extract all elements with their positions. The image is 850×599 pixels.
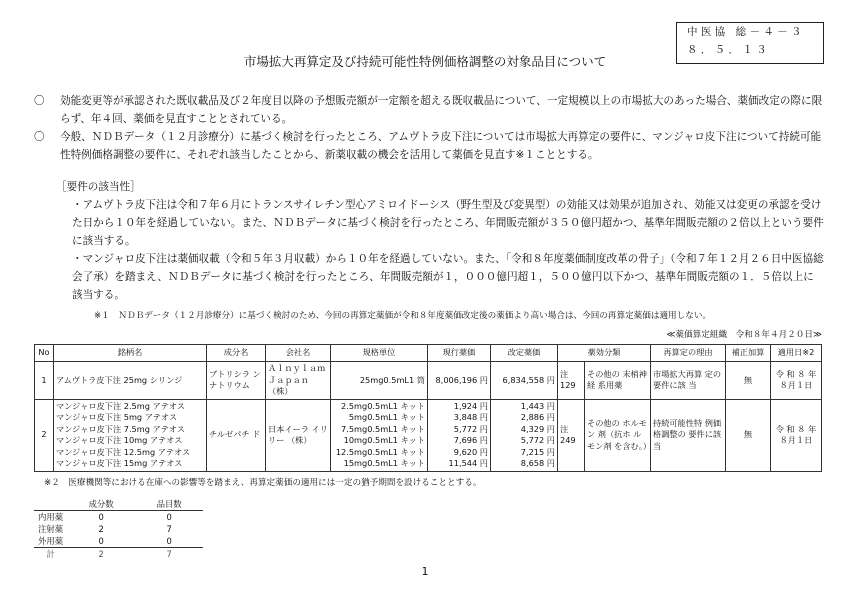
count-row [34,535,203,548]
count-header-items: 品目数 [156,499,182,509]
count-total-label: 計 [46,549,55,559]
col-ingredient: 成分名 [207,345,266,362]
count-row [34,511,203,524]
unit: 5mg0.5mL1 キット [348,412,425,422]
unit: 12.5mg0.5mL1 キット [335,446,425,457]
requirement-item-1: ・アムヴトラ皮下注は令和７年６月にトランスサイレチン型心アミロイドーシス（野生型及び変異型）の効能又は効果が追加され、効能又は変更の承認を受けた日から１０年を経過していない。また、ＮＤＢデータに基づく検討を行ったところ、年間販売額が３５０億円超かつ、基準年間販売額の２倍以上という要件に該当する。 [72,199,824,247]
col-company: 会社名 [266,345,331,362]
col-unit: 規格単位 [331,345,428,362]
drug-name: アムヴトラ皮下注 25mg シリンジ [54,362,207,400]
apply-date: 令 和 ８ 年 ８月１日 [771,362,822,400]
reason: 持続可能性特 例価格調整の 要件に該当 [651,399,726,471]
unit: 25mg0.5mL1 筒 [331,362,428,400]
page-number: 1 [421,565,429,578]
units [331,399,428,471]
row-no: 1 [35,362,54,400]
page-title: 市場拡大再算定及び持続可能性特例価格調整の対象品目について [243,54,607,69]
drug-price-table [34,344,822,472]
ingredient: ブトリシラ ンナトリウム [207,362,266,400]
revised-price: 7,215 円 [520,446,555,457]
table-row [35,399,822,471]
count-header-ingredients: 成分数 [88,499,114,509]
class-number: 注 249 [558,399,585,471]
count-value: 0 [67,535,135,548]
addition: 無 [726,362,771,400]
apply-date: 令 和 ８ 年 ８月１日 [771,399,822,471]
class-name: その他の ホルモン 剤（抗ホ ルモン剤 を含む。） [585,399,651,471]
drug-name: マンジャロ皮下注 15mg アテオス [56,458,183,468]
count-summary-table [34,498,203,560]
requirement-item-2: ・マンジャロ皮下注は薬価収載（令和５年３月収載）から１０年を経過していない。また、「令和８年度薬価制度改革の骨子」（令和７年１２月２６日中医協総会了承）を踏まえ、ＮＤＢデータに基づく検討を行ったところ、年間販売額が１，０００億円超１，５００億円以下かつ、基準年間販売額の１．５倍以上に該当する。 [72,253,824,301]
current-price: 5,772 円 [453,423,488,434]
count-label: 内用薬 [34,511,67,524]
doc-id-line2: ８ ． ５ ． １ ３ [687,44,767,56]
count-row [34,523,203,535]
drug-name: マンジャロ皮下注 12.5mg アテオス [56,446,191,457]
bullet-mark: 〇 [34,131,45,143]
row-no: 2 [35,399,54,471]
current-price: 11,544 円 [448,458,488,468]
unit: 2.5mg0.5mL1 キット [341,400,425,411]
requirements-heading: ［要件の該当性］ [56,181,141,193]
footnote-1: ※１ ＮＤＢデータ（１２月診療分）に基づく検討のため、今回の再算定薬価が令和８年度薬価改定後の薬価より高い場合は、今回の再算定薬価は適用しない。 [94,311,712,321]
count-value: 7 [166,524,172,534]
unit: 7.5mg0.5mL1 キット [341,423,425,434]
bullet-1 [34,92,824,128]
current-price: 8,006,196 円 [428,362,491,400]
drug-name: マンジャロ皮下注 7.5mg アテオス [56,423,186,434]
footnote-2: ※２ 医療機関等における在庫への影響等を踏まえ、再算定薬価の適用には一定の猶予期間を設けることとする。 [44,478,482,488]
doc-id-line1: 中 医 協 総 － ４ － ３ [687,26,802,38]
table-caption: ≪薬価算定組織 令和８年４月２０日≫ [666,330,822,340]
table-row [35,362,822,400]
col-revised: 改定薬価 [491,345,558,362]
current-price: 3,848 円 [453,412,488,422]
revised-prices [491,399,558,471]
drug-names [54,399,207,471]
addition: 無 [726,399,771,471]
drug-name: マンジャロ皮下注 10mg アテオス [56,435,183,445]
revised-price: 4,329 円 [520,423,555,434]
count-total-value: 2 [98,549,104,559]
class-name: その他の 末梢神経 系用薬 [585,362,651,400]
company: Ａｌｎｙｌａｍ Ｊａｐａｎ（株） [266,362,331,400]
unit: 15mg0.5mL1 キット [343,458,425,468]
bullet-mark: 〇 [34,95,45,107]
count-value: 0 [135,535,203,548]
current-prices [428,399,491,471]
current-price: 7,696 円 [453,435,488,445]
drug-name: マンジャロ皮下注 2.5mg アテオス [56,400,186,411]
current-price: 9,620 円 [453,446,488,457]
bullet-2 [34,128,824,164]
bullet-text: 今般、ＮＤＢデータ（１２月診療分）に基づく検討を行ったところ、アムヴトラ皮下注については市場拡大再算定の要件に、マンジャロ皮下注について持続可能性特例価格調整の要件に、それぞれ該当したことから、新薬収載の機会を活用して薬価を見直す※１こととする。 [60,131,822,161]
revised-price: 5,772 円 [520,435,555,445]
count-value: 0 [135,511,203,524]
reason: 市場拡大再算 定の要件に該 当 [651,362,726,400]
drug-name: マンジャロ皮下注 5mg アテオス [56,412,178,422]
col-no: No [35,345,54,362]
revised-price: 1,443 円 [520,400,555,411]
company: 日本イーラ イリリー （株） [266,399,331,471]
unit: 10mg0.5mL1 キット [343,435,425,445]
bullet-text: 効能変更等が承認された既収載品及び２年度目以降の予想販売額が一定額を超える既収載品について、一定規模以上の市場拡大のあった場合、薬価改定の際に限らず、年４回、薬価を見直すこととされている。 [60,95,823,125]
col-reason: 再算定の理由 [651,345,726,362]
count-total-value: 7 [166,549,172,559]
count-label: 注射薬 [38,524,64,534]
count-header-row [34,498,203,511]
col-current: 現行薬価 [428,345,491,362]
count-header-blank [34,498,67,511]
col-addition: 補正加算 [726,345,771,362]
ingredient: チルゼパチ ド [207,399,266,471]
col-date: 適用日※2 [771,345,822,362]
revised-price: 2,886 円 [520,412,555,422]
revised-price: 8,658 円 [520,458,555,468]
col-name: 銘柄名 [54,345,207,362]
count-total-row [34,548,203,561]
count-label: 外用薬 [34,535,67,548]
table-header-row [35,345,822,362]
class-number: 注 129 [558,362,585,400]
count-value: 0 [67,511,135,524]
col-class: 薬効分類 [558,345,651,362]
current-price: 1,924 円 [453,400,488,411]
count-value: 2 [98,524,104,534]
revised-price: 6,834,558 円 [491,362,558,400]
